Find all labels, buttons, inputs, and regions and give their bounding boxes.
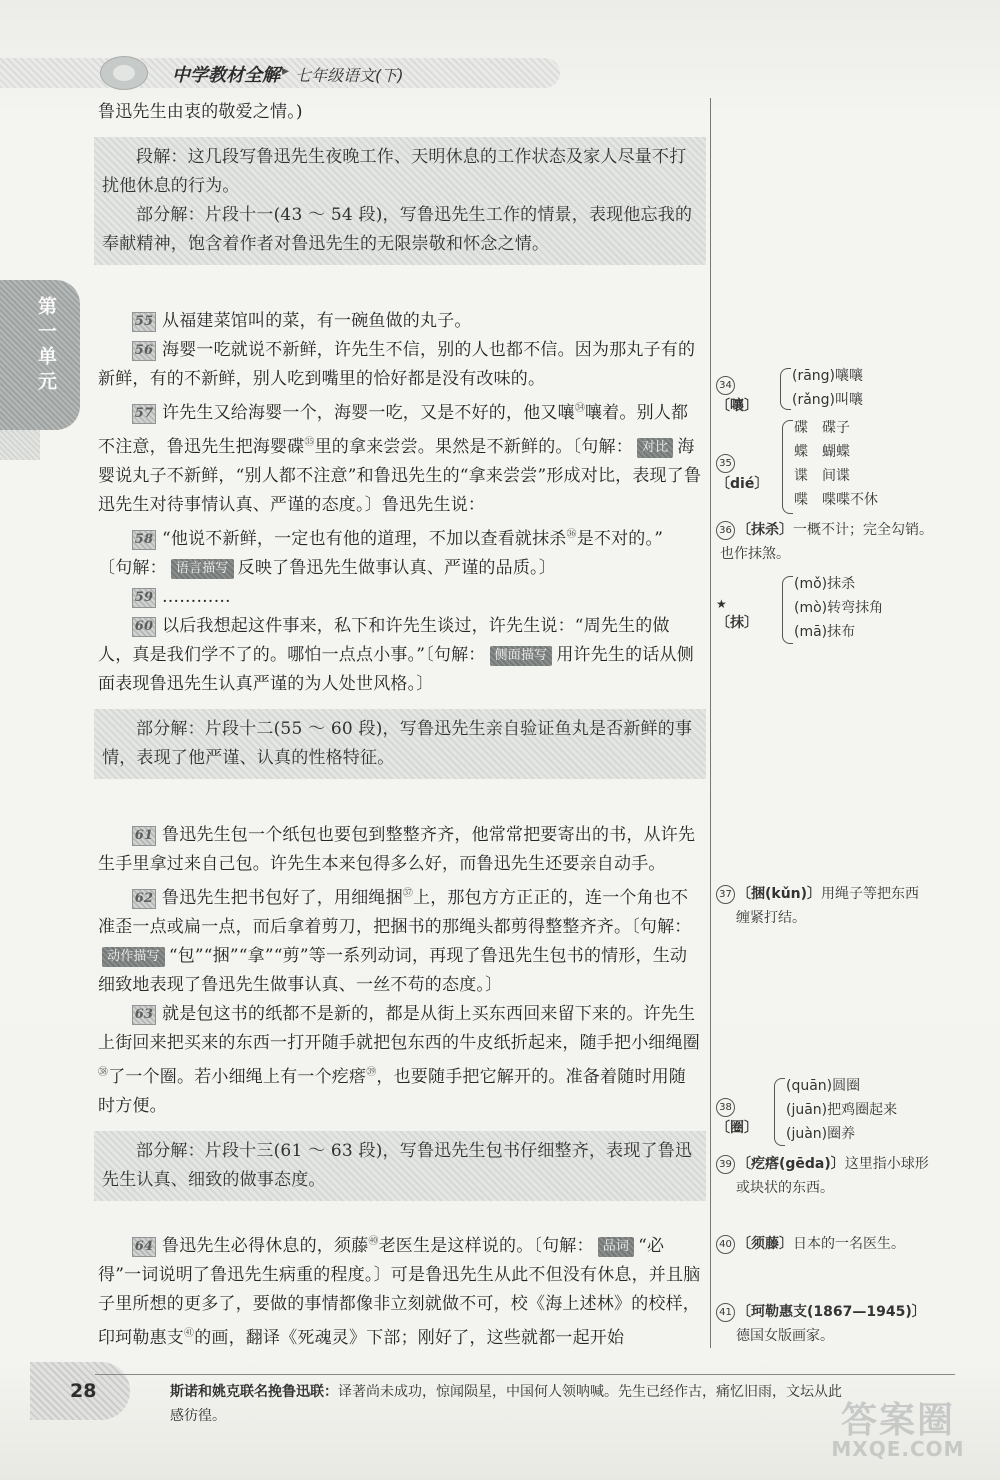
paragraph-number: 55: [132, 312, 156, 332]
footer-quote-text: 感彷徨。: [170, 1408, 226, 1424]
side-tab-shadow: [0, 430, 40, 460]
paragraph-61: [98, 821, 702, 879]
paragraph-text: 鲁迅先生必得休息的，须藤: [162, 1236, 369, 1256]
note-item: 喋 喋喋不休: [794, 492, 878, 508]
note-term: 〔嚷〕: [716, 398, 758, 414]
note-item: (mā)抹布: [794, 624, 856, 640]
paragraph-55: [98, 307, 702, 336]
note-term: 〔抹杀〕: [737, 522, 793, 538]
watermark-logo: [808, 1392, 988, 1472]
column-divider: [710, 98, 711, 1348]
watermark-line2: MXQE.COM: [831, 1437, 965, 1461]
paragraph-number: 56: [132, 341, 156, 361]
note-item: (rāng)嚷嚷: [792, 368, 864, 384]
footer-quote-text: 译著尚未成功，惊闻陨星，中国何人领呐喊。先生已经作古，痛忆旧雨，文坛从此: [338, 1384, 842, 1400]
note-item: 碟 碟子: [794, 420, 850, 436]
paragraph-text: 用许先生的话从侧面表现鲁迅先生认真严谨的为人处世风格。〕: [98, 645, 694, 694]
note-item: (mò)转弯抹角: [794, 600, 884, 616]
paragraph-number: 62: [132, 889, 156, 909]
paragraph-number: 63: [132, 1005, 156, 1025]
paragraph-text: ，也要随手把它解开的。准备着随时用随时方便。: [98, 1067, 687, 1116]
grade-title: 七年级语文(下): [295, 66, 404, 85]
footer-divider: [95, 1374, 955, 1375]
paragraph-number: 64: [132, 1237, 156, 1257]
note-number: 37: [716, 885, 735, 904]
paragraph-text: 反映了鲁迅先生做事认真、严谨的品质。〕: [237, 558, 556, 578]
part-analysis: 部分解：片段十二(55 ～ 60 段)，写鲁迅先生亲自验证鱼丸是否新鲜的事情，表现了他严谨、认真的性格特征。: [102, 719, 693, 768]
note-term: 〔疙瘩(gēda)〕: [737, 1156, 845, 1172]
paragraph-text: 了一个圈。若小细绳上有一个疙瘩: [108, 1067, 367, 1087]
paragraph-text: 以后我想起这件事来，私下和许先生谈过，许先生说：“周先生的做人，真是我们学不了的。哪怕一点点小事。”〔句解：: [98, 616, 670, 665]
paragraph-text: …………: [162, 587, 231, 607]
book-title: 中学教材全解: [172, 65, 280, 86]
paragraph-text: 〔句解：: [98, 558, 167, 578]
part-analysis: 部分解：片段十三(61 ～ 63 段)，写鲁迅先生包书仔细整齐，表现了鲁迅先生认真、细致的做事态度。: [102, 1141, 693, 1190]
paragraph-text: “必得”一词说明了鲁迅先生病重的程度。〕可是鲁迅先生从此不但没有休息，并且脑子里所想的更多了，要做的事情都像非立刻就做不可，校《海上述林》的校样，印珂勒惠支: [98, 1236, 701, 1348]
footer-quote-title: 斯诺和姚克联名挽鲁迅联：: [170, 1384, 338, 1400]
paragraph-text: 许先生又给海婴一个，海婴一吃，又是不好的，他又嚷: [162, 403, 575, 423]
page-number: 28: [70, 1380, 97, 1402]
note-ref: ㉟: [304, 437, 315, 448]
paragraph-text: 海婴一吃就说不新鲜，许先生不信，别的人也都不信。因为那丸子有的新鲜，有的不新鲜，别人吃到嘴里的恰好都是没有改味的。: [98, 340, 696, 389]
note-37: [716, 882, 919, 930]
paragraph-text: 鲁迅先生把书包好了，用细绳捆: [162, 888, 403, 908]
note-term: 〔抹〕: [716, 615, 758, 631]
paragraph-continuation: 鲁迅先生由衷的敬爱之情。): [98, 102, 303, 122]
note-number: 38: [716, 1098, 735, 1117]
brace-icon: [782, 576, 793, 644]
brace-icon: [774, 1078, 785, 1146]
paragraph-text: 里的拿来尝尝。果然是不新鲜的。〔句解：: [314, 437, 633, 457]
note-item: (quān)圆圈: [786, 1078, 861, 1094]
analysis-box: [94, 709, 706, 779]
note-39: [716, 1152, 929, 1200]
paragraph-56: [98, 336, 702, 394]
note-40: [716, 1232, 905, 1256]
unit-side-tab-label: 第一单元: [35, 296, 57, 396]
note-36: [716, 518, 933, 566]
part-analysis: 部分解：片段十一(43 ～ 54 段)，写鲁迅先生工作的情景，表现他忘我的奉献精神，饱含着作者对鲁迅先生的无限崇敬和怀念之情。: [102, 205, 693, 254]
note-term: 〔dié〕: [716, 476, 769, 492]
paragraph-text: 上，那包方方正正的，连一个角也不准歪一点或扁一点，而后拿着剪刀，把捆书的那绳头都剪得整整齐齐。〔句解：: [98, 888, 692, 937]
paragraph-64: [98, 1227, 702, 1353]
note-item: 蝶 蝴蝶: [794, 444, 850, 460]
note-item: (mǒ)抹杀: [794, 576, 856, 592]
note-text: 缠紧打结。: [736, 910, 806, 926]
watermark-line1: 答案圈: [840, 1400, 955, 1441]
note-term: 〔珂勒惠支(1867—1945)〕: [737, 1304, 926, 1320]
note-text: 德国女版画家。: [736, 1328, 834, 1344]
paragraph-text: 的画，翻译《死魂灵》下部；刚好了，这些就都一起开始: [194, 1328, 625, 1348]
note-text: 一概不计；完全勾销。: [793, 522, 933, 538]
note-term: 〔圈〕: [716, 1120, 758, 1136]
note-item: (juān)把鸡圈起来: [786, 1102, 898, 1118]
paragraph-59: [98, 583, 702, 612]
technique-tag: 对比: [637, 438, 673, 458]
technique-tag: 语言描写: [171, 559, 234, 579]
paragraph-58: [98, 520, 702, 554]
technique-tag: 动作描写: [102, 947, 165, 967]
paragraph-60: [98, 612, 702, 699]
note-number: 40: [716, 1235, 735, 1254]
header-decoration: [0, 58, 560, 88]
paragraph-text: 是不对的。”: [576, 529, 664, 549]
note-number: 36: [716, 521, 735, 540]
note-number: 35: [716, 454, 735, 473]
note-ref: ㊱: [566, 529, 577, 540]
brace-icon: [780, 368, 791, 410]
note-number: 41: [716, 1303, 735, 1322]
analysis-box: [94, 137, 706, 265]
note-text: 日本的一名医生。: [793, 1236, 905, 1252]
paragraph-number: 58: [132, 530, 156, 550]
paragraph-text: 鲁迅先生包一个纸包也要包到整整齐齐，他常常把要寄出的书，从许先生手里拿过来自己包。许先生本来包得多么好，而鲁迅先生还要亲自动手。: [98, 825, 696, 874]
note-item: 谍 间谍: [794, 468, 850, 484]
note-item: (rǎng)叫嚷: [792, 392, 864, 408]
note-text: 用绳子等把东西: [821, 886, 920, 902]
header-separator: ▸: [282, 63, 290, 79]
technique-tag: 侧面描写: [490, 646, 553, 666]
star-icon: ★: [716, 597, 727, 611]
note-ref: ㊲: [402, 888, 414, 899]
note-ref: ㊳: [98, 1067, 109, 1078]
sentence-analysis: [98, 554, 702, 583]
paragraph-text: 老医生是这样说的。〔句解：: [378, 1236, 594, 1256]
unit-side-tab: [0, 280, 80, 430]
paragraph-text: “他说不新鲜，一定也有他的道理，不加以查看就抹杀: [162, 529, 567, 549]
note-text: 或块状的东西。: [736, 1180, 834, 1196]
note-term: 〔捆(kǔn)〕: [737, 886, 822, 902]
paragraph-62: [98, 879, 702, 1000]
note-ref: ㊶: [184, 1328, 195, 1339]
paragraph-text: 就是包这书的纸都不是新的，都是从街上买东西回来留下来的。许先生上街回来把买来的东西一打开随手就把包东西的牛皮纸折起来，随手把小细绳圈: [98, 1004, 700, 1053]
technique-tag: 品词: [598, 1237, 634, 1257]
book-logo-icon: [100, 56, 148, 90]
note-ref: ㉞: [574, 403, 586, 414]
paragraph-text: 海婴说丸子不新鲜，“别人都不注意”和鲁迅先生的“拿来尝尝”形成对比，表现了鲁迅先生对待事情认真、严谨的态度。〕鲁迅先生说：: [98, 437, 702, 515]
paragraph-63: [98, 1000, 702, 1121]
paragraph-text: “包”“捆”“拿”“剪”等一系列动词，再现了鲁迅先生包书的情形，生动细致地表现了鲁迅先生做事认真、一丝不苟的态度。〕: [98, 946, 688, 995]
paragraph-57: [98, 394, 702, 520]
paragraph-text: 从福建菜馆叫的菜，有一碗鱼做的丸子。: [162, 311, 472, 331]
note-number: 34: [716, 376, 735, 395]
note-term: 〔须藤〕: [737, 1236, 793, 1252]
paragraph-number: 57: [132, 404, 156, 424]
paragraph-number: 59: [132, 588, 156, 608]
paragraph-text: 嚷着。别人都不注意，鲁迅先生把海婴碟: [98, 403, 689, 457]
analysis-box: [94, 1131, 706, 1201]
section-analysis: 段解：这几段写鲁迅先生夜晚工作、天明休息的工作状态及家人尽量不打扰他休息的行为。: [102, 147, 687, 196]
note-ref: ㊴: [366, 1067, 377, 1078]
page-header: [0, 52, 1000, 92]
note-text: 也作抹煞。: [720, 546, 790, 562]
note-ref: ㊵: [368, 1236, 379, 1247]
paragraph-number: 61: [132, 826, 156, 846]
note-item: (juàn)圈养: [786, 1126, 856, 1142]
brace-icon: [782, 420, 793, 514]
note-41: [716, 1300, 926, 1348]
main-text-column: [98, 98, 702, 1353]
note-number: 39: [716, 1155, 735, 1174]
note-text: 这里指小球形: [844, 1156, 929, 1172]
paragraph-number: 60: [132, 617, 156, 637]
